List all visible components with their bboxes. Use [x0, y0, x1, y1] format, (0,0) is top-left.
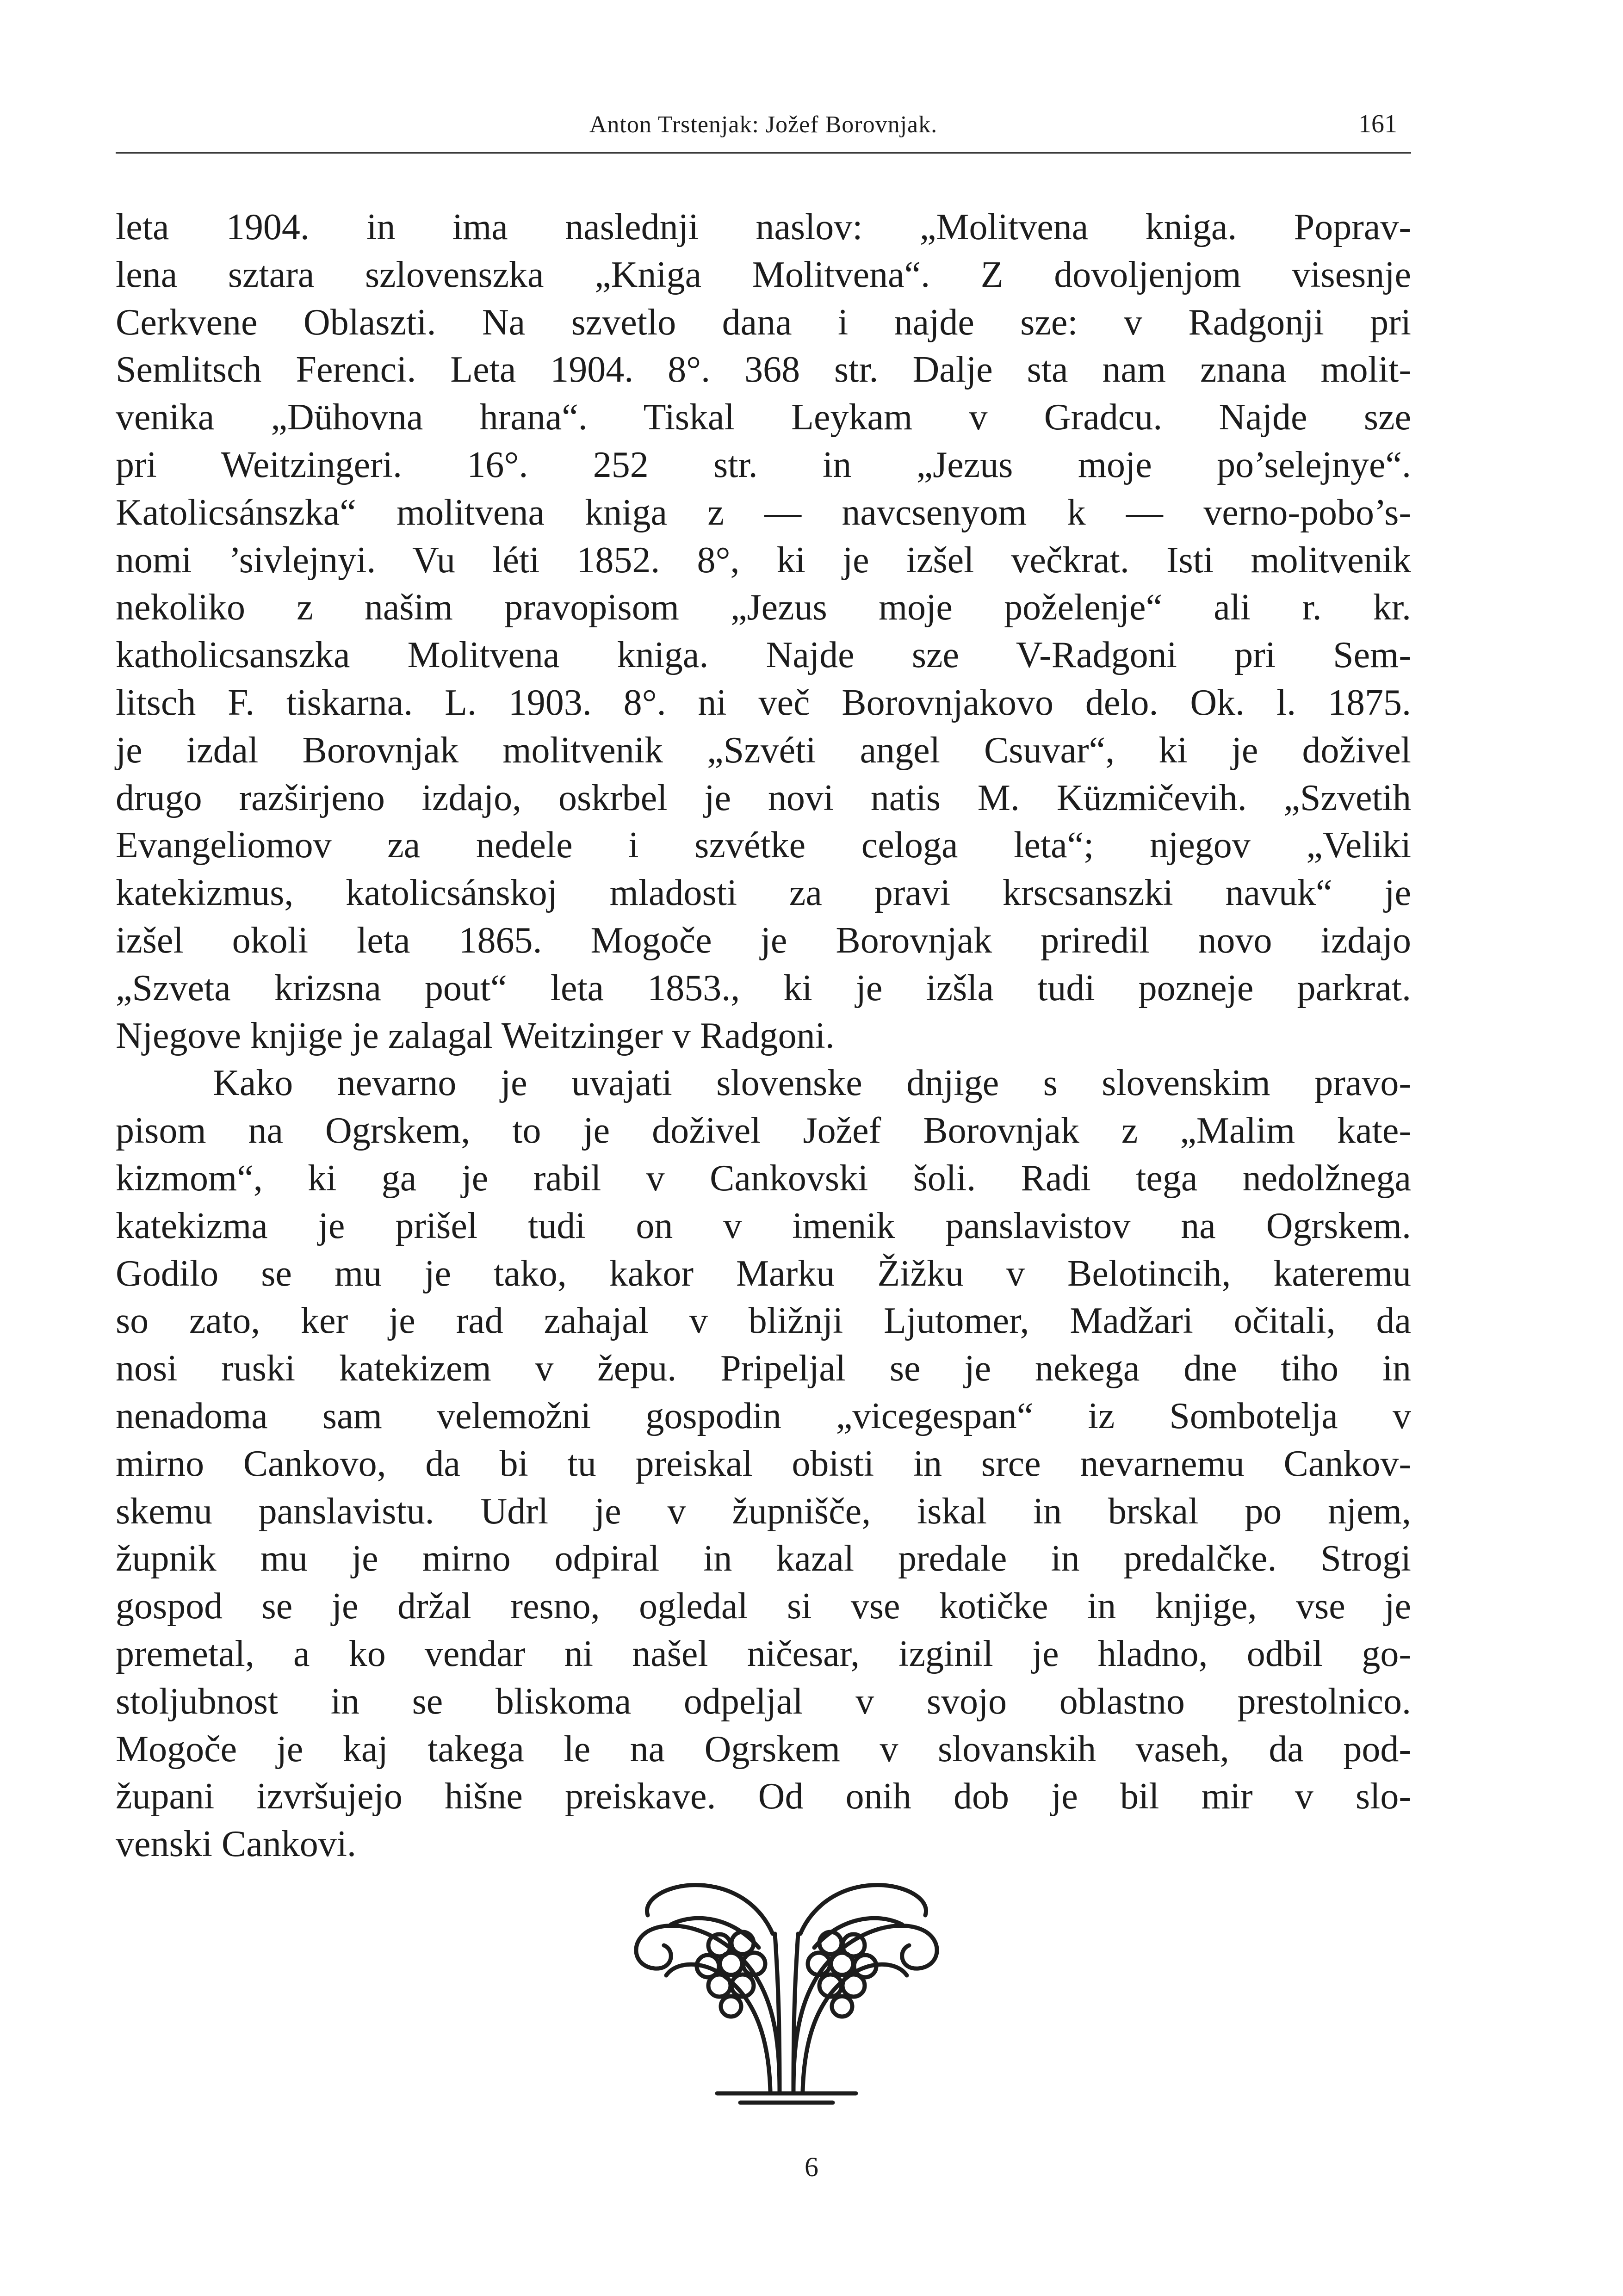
text-line: leta 1904. in ima naslednji naslov: „Molitvena kniga. Poprav- — [116, 207, 1411, 248]
text-line: je izdal Borovnjak molitvenik „Szvéti angel Csuvar“, ki je doživel — [116, 730, 1411, 771]
text-line: premetal, a ko vendar ni našel ničesar, izginil je hladno, odbil go- — [116, 1633, 1411, 1674]
sheet-number: 6 — [805, 2152, 818, 2182]
text-line: „Szveta krizsna pout“ leta 1853., ki je izšla tudi pozneje parkrat. — [116, 967, 1411, 1009]
paragraph-end-line: venski Cankovi. — [116, 1824, 356, 1865]
text-line: Mogoče je kaj takega le na Ogrskem v slovanskih vaseh, da pod- — [116, 1728, 1411, 1770]
text-line: župnik mu je mirno odpiral in kazal predale in predalčke. Strogi — [116, 1538, 1411, 1579]
text-line: Godilo se mu je tako, kakor Marku Žižku v Belotincih, kateremu — [116, 1253, 1411, 1294]
running-header — [116, 107, 1411, 154]
text-line: Cerkvene Oblaszti. Na szvetlo dana i najde sze: v Radgonji pri — [116, 302, 1411, 343]
text-line: lena sztara szlovenszka „Kniga Molitvena“. Z dovoljenjom visesnje — [116, 254, 1411, 295]
text-line: pisom na Ogrskem, to je doživel Jožef Borovnjak z „Malim kate- — [116, 1110, 1411, 1151]
text-line: izšel okoli leta 1865. Mogoče je Borovnjak priredil novo izdajo — [116, 920, 1411, 961]
paragraph-end-line: Njegove knjige je zalagal Weitzinger v Radgoni. — [116, 1015, 835, 1056]
text-line: litsch F. tiskarna. L. 1903. 8°. ni več Borovnjakovo delo. Ok. l. 1875. — [116, 682, 1411, 723]
body-text — [116, 204, 1411, 1868]
text-line: nekoliko z našim pravopisom „Jezus moje poželenje“ ali r. kr. — [116, 587, 1411, 628]
running-title: Anton Trstenjak: Jožef Borovnjak. — [589, 111, 938, 138]
text-line: Semlitsch Ferenci. Leta 1904. 8°. 368 str. Dalje sta nam znana molit- — [116, 349, 1411, 390]
text-line: mirno Cankovo, da bi tu preiskal obisti in srce nevarnemu Cankov- — [116, 1443, 1411, 1484]
paragraph-first-line: Kako nevarno je uvajati slovenske dnjige s slovenskim pravo- — [213, 1063, 1411, 1104]
text-line: drugo razširjeno izdajo, oskrbel je novi natis M. Küzmičevih. „Szvetih — [116, 777, 1411, 818]
text-line: nosi ruski katekizem v žepu. Pripeljal se je nekega dne tiho in — [116, 1348, 1411, 1389]
text-line: katholicsanszka Molitvena kniga. Najde sze V-Radgoni pri Sem- — [116, 635, 1411, 676]
text-line: katekizmus, katolicsánskoj mladosti za pravi krscsanszki navuk“ je — [116, 873, 1411, 914]
page-number: 161 — [1358, 110, 1397, 138]
text-line: župani izvršujejo hišne preiskave. Od onih dob je bil mir v slo- — [116, 1776, 1411, 1817]
text-line: Evangeliomov za nedele i szvétke celoga leta“; njegov „Veliki — [116, 825, 1411, 866]
text-line: kizmom“, ki ga je rabil v Cankovski šoli. Radi tega nedolžnega — [116, 1157, 1411, 1199]
text-line: so zato, ker je rad zahajal v bližnji Ljutomer, Madžari očitali, da — [116, 1300, 1411, 1342]
text-line: Katolicsánszka“ molitvena kniga z — navcsenyom k — verno-pobo’s- — [116, 492, 1411, 533]
text-line: venika „Dühovna hrana“. Tiskal Leykam v Gradcu. Najde sze — [116, 397, 1411, 438]
text-line: nenadoma sam velemožni gospodin „vicegespan“ iz Sombotelja v — [116, 1395, 1411, 1436]
grape-vignette-icon — [620, 1850, 953, 2110]
text-line: stoljubnost in se bliskoma odpeljal v svojo oblastno prestolnico. — [116, 1681, 1411, 1722]
text-line: nomi ’sivlejnyi. Vu léti 1852. 8°, ki je izšel večkrat. Isti molitvenik — [116, 539, 1411, 581]
text-line: skemu panslavistu. Udrl je v župnišče, iskal in brskal po njem, — [116, 1491, 1411, 1532]
text-line: katekizma je prišel tudi on v imenik panslavistov na Ogrskem. — [116, 1205, 1411, 1246]
text-line: gospod se je držal resno, ogledal si vse kotičke in knjige, vse je — [116, 1586, 1411, 1627]
text-line: pri Weitzingeri. 16°. 252 str. in „Jezus moje po’selejnye“. — [116, 444, 1411, 485]
